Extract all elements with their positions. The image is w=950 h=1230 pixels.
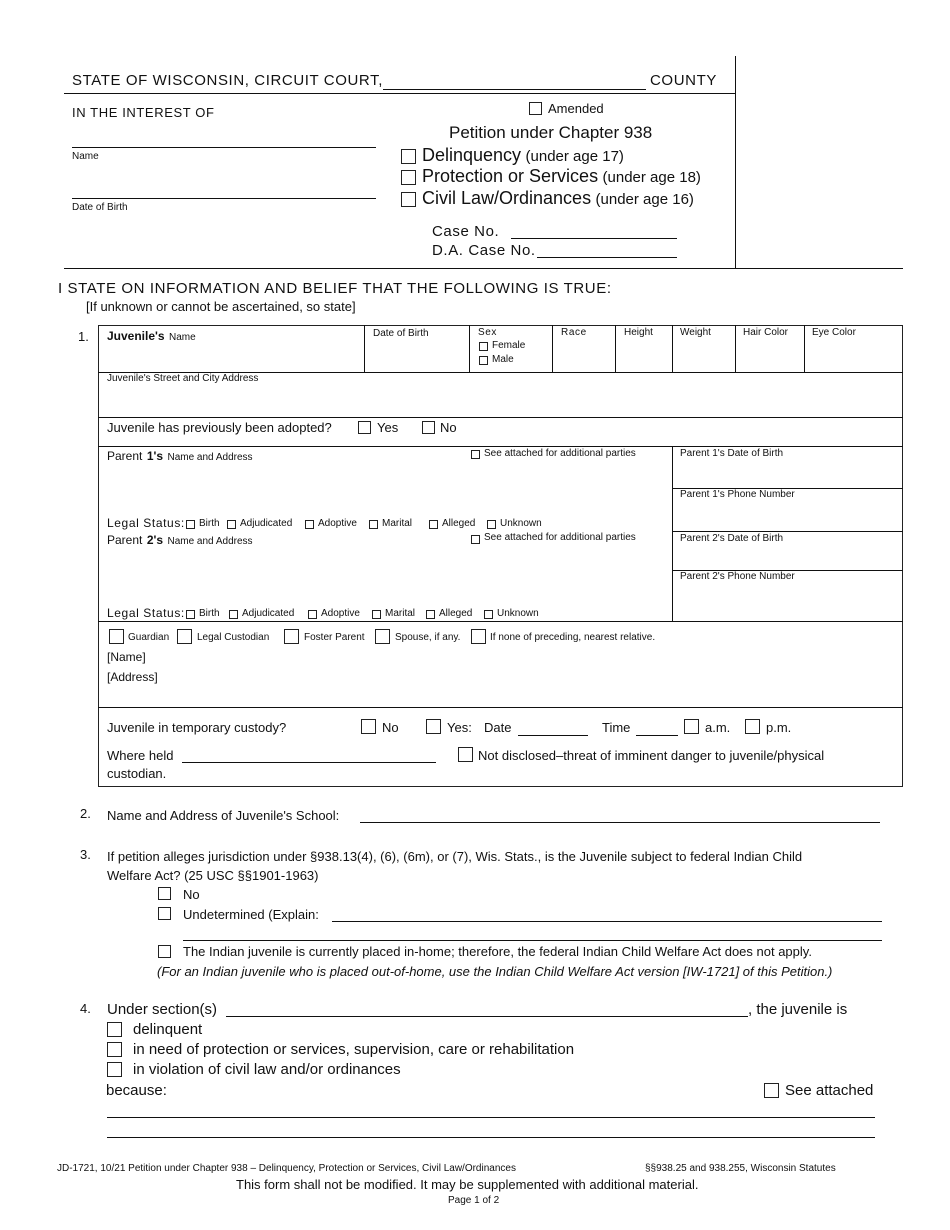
form-id: JD-1721, 10/21 Petition under Chapter 938 – Delinquency, Protection or Services, Civil Law/Ordinances (57, 1163, 516, 1174)
custody-yes-label: Yes: (447, 720, 472, 735)
where-held-label: Where held (107, 748, 174, 763)
foster-parent-checkbox[interactable] (284, 629, 299, 644)
eye-color-field[interactable]: Eye Color (812, 327, 856, 338)
dob-label: Date of Birth (72, 202, 128, 213)
icwa-undetermined-label: Undetermined (Explain: (183, 907, 319, 922)
case-no-input[interactable] (511, 238, 677, 239)
pm-label: p.m. (766, 720, 792, 735)
parent2-status-marital-checkbox[interactable] (372, 610, 381, 619)
parent2-status-unknown-checkbox[interactable] (484, 610, 493, 619)
parent2-status-birth-checkbox[interactable] (186, 610, 195, 619)
juvenile-name-input[interactable] (72, 147, 376, 148)
guardian-checkbox[interactable] (109, 629, 124, 644)
header-divider-vertical (735, 56, 736, 269)
adopted-no-label: No (440, 420, 457, 435)
section-1-number: 1. (78, 329, 89, 344)
status-label: Marital (385, 608, 416, 619)
civil-violation-label: in violation of civil law and/or ordinances (133, 1061, 401, 1078)
pm-checkbox[interactable] (745, 719, 760, 734)
row-divider (98, 621, 903, 622)
icwa-undetermined-checkbox[interactable] (158, 907, 171, 920)
adopted-yes-label: Yes (377, 420, 399, 435)
cell-divider (672, 325, 673, 372)
da-case-no-label: D.A. Case No. (432, 242, 536, 259)
county-input[interactable] (383, 89, 646, 90)
icwa-explain-input-2[interactable] (183, 940, 882, 941)
cell-divider (615, 325, 616, 372)
parent2-see-attached-checkbox[interactable] (471, 535, 480, 544)
custody-date-input[interactable] (518, 735, 588, 736)
protection-checkbox[interactable] (401, 170, 416, 185)
parent1-status-marital-checkbox[interactable] (369, 520, 378, 529)
protection-option: Protection or Services (under age 18) (422, 166, 701, 186)
parent2-name-address-field[interactable]: Parent 2's Name and Address (107, 533, 253, 547)
under-sections-label: Under section(s) (107, 1001, 218, 1018)
race-field[interactable]: Race (561, 327, 587, 338)
cell-divider (552, 325, 553, 372)
not-disclosed-checkbox[interactable] (458, 747, 473, 762)
civil-law-checkbox[interactable] (401, 192, 416, 207)
adopted-question: Juvenile has previously been adopted? (107, 420, 332, 435)
guardian-name-field[interactable]: [Name] (107, 650, 146, 664)
legal-custodian-checkbox[interactable] (177, 629, 192, 644)
civil-violation-checkbox[interactable] (107, 1062, 122, 1077)
see-attached-label: See attached (785, 1082, 874, 1099)
am-label: a.m. (705, 720, 731, 735)
statement-subheading: [If unknown or cannot be ascertained, so state] (86, 299, 356, 314)
icwa-question-line2: Welfare Act? (25 USC §§1901-1963) (107, 868, 319, 883)
protection-services-checkbox[interactable] (107, 1042, 122, 1057)
parent1-status-alleged-checkbox[interactable] (429, 520, 438, 529)
adopted-yes-checkbox[interactable] (358, 421, 371, 434)
parent1-dob-field[interactable]: Parent 1's Date of Birth (680, 448, 784, 459)
status-label: Alleged (442, 518, 476, 529)
cell-divider (735, 325, 736, 372)
juvenile-is-label: , the juvenile is (748, 1001, 848, 1018)
case-no-label: Case No. (432, 223, 500, 240)
where-held-input[interactable] (182, 762, 436, 763)
header-divider (64, 93, 735, 94)
custody-no-checkbox[interactable] (361, 719, 376, 734)
status-label: Unknown (497, 608, 539, 619)
page-number: Page 1 of 2 (448, 1195, 500, 1206)
custody-no-label: No (382, 720, 399, 735)
status-label: Birth (199, 518, 220, 529)
icwa-no-checkbox[interactable] (158, 887, 171, 900)
section-3-number: 3. (80, 847, 91, 862)
parent2-legal-status-label: Legal Status: (107, 606, 185, 620)
status-label: Birth (199, 608, 220, 619)
status-label: Adoptive (321, 608, 360, 619)
spouse-label: Spouse, if any. (395, 632, 461, 643)
sex-male-label: Male (492, 354, 514, 365)
spouse-checkbox[interactable] (375, 629, 390, 644)
parent2-phone-field[interactable]: Parent 2's Phone Number (680, 571, 795, 582)
juvenile-dob-input[interactable] (72, 198, 376, 199)
icwa-question-line1: If petition alleges jurisdiction under §938.13(4), (6), (6m), or (7), Wis. Stats., is the Juvenile subject to federal Indian Child (107, 849, 803, 864)
status-label: Alleged (439, 608, 473, 619)
nearest-relative-label: If none of preceding, nearest relative. (490, 632, 656, 643)
status-label: Adjudicated (240, 518, 293, 529)
icwa-note: (For an Indian juvenile who is placed out-of-home, use the Indian Child Welfare Act version [IW-1721] of this Petition.) (157, 964, 833, 979)
delinquency-option: Delinquency (under age 17) (422, 145, 624, 165)
parent2-status-alleged-checkbox[interactable] (426, 610, 435, 619)
parent1-status-adoptive-checkbox[interactable] (305, 520, 314, 529)
custody-time-label: Time (602, 720, 631, 735)
parent1-status-adjudicated-checkbox[interactable] (227, 520, 236, 529)
cell-divider (364, 325, 365, 372)
delinquent-checkbox[interactable] (107, 1022, 122, 1037)
sex-female-label: Female (492, 340, 526, 351)
school-label: Name and Address of Juvenile's School: (107, 808, 340, 823)
in-the-interest-label: IN THE INTEREST OF (72, 105, 215, 120)
da-case-no-input[interactable] (537, 257, 677, 258)
icwa-no-label: No (183, 887, 200, 902)
cell-divider (804, 325, 805, 372)
amended-label: Amended (548, 101, 604, 116)
delinquent-label: delinquent (133, 1021, 203, 1038)
statement-heading: I STATE ON INFORMATION AND BELIEF THAT THE FOLLOWING IS TRUE: (58, 280, 612, 297)
guardian-label: Guardian (128, 632, 170, 643)
custody-time-input[interactable] (636, 735, 678, 736)
status-label: Adjudicated (242, 608, 295, 619)
custody-date-label: Date (484, 720, 512, 735)
custody-question: Juvenile in temporary custody? (107, 720, 287, 735)
because-input-line2[interactable] (107, 1137, 875, 1138)
row-divider (98, 417, 903, 418)
cell-divider (469, 325, 470, 372)
guardian-address-field[interactable]: [Address] (107, 670, 158, 684)
parent1-name-address-field[interactable]: Parent 1's Name and Address (107, 449, 253, 463)
icwa-inhome-checkbox[interactable] (158, 945, 171, 958)
juvenile-address-field[interactable]: Juvenile's Street and City Address (107, 373, 259, 384)
juvenile-name-field[interactable]: Juvenile's Name (107, 329, 196, 343)
custodian-label: custodian. (107, 766, 167, 781)
status-label: Unknown (500, 518, 542, 529)
petition-title: Petition under Chapter 938 (449, 123, 653, 142)
status-label: Marital (382, 518, 413, 529)
school-input[interactable] (360, 822, 880, 823)
nearest-relative-checkbox[interactable] (471, 629, 486, 644)
parent2-status-adoptive-checkbox[interactable] (308, 610, 317, 619)
name-label: Name (72, 151, 99, 162)
height-field[interactable]: Height (624, 327, 653, 338)
see-attached-checkbox[interactable] (764, 1083, 779, 1098)
sections-input[interactable] (226, 1016, 748, 1017)
section-4-number: 4. (80, 1001, 91, 1016)
header-bottom-rule (64, 268, 903, 269)
court-label: STATE OF WISCONSIN, CIRCUIT COURT, (72, 72, 383, 89)
civil-law-option: Civil Law/Ordinances (under age 16) (422, 188, 694, 208)
row-divider (672, 531, 903, 532)
parent1-see-attached-checkbox[interactable] (471, 450, 480, 459)
sex-female-checkbox[interactable] (479, 342, 488, 351)
status-label: Adoptive (318, 518, 357, 529)
adopted-no-checkbox[interactable] (422, 421, 435, 434)
because-input-line1[interactable] (107, 1117, 875, 1118)
delinquency-checkbox[interactable] (401, 149, 416, 164)
hair-color-field[interactable]: Hair Color (743, 327, 789, 338)
legal-custodian-label: Legal Custodian (197, 632, 270, 643)
parent1-status-unknown-checkbox[interactable] (487, 520, 496, 529)
am-checkbox[interactable] (684, 719, 699, 734)
modification-notice: This form shall not be modified. It may be supplemented with additional material. (236, 1177, 699, 1192)
parent2-see-attached-label: See attached for additional parties (484, 532, 636, 543)
section-2-number: 2. (80, 806, 91, 821)
row-divider (98, 707, 903, 708)
icwa-explain-input[interactable] (332, 921, 882, 922)
sex-male-checkbox[interactable] (479, 356, 488, 365)
custody-yes-checkbox[interactable] (426, 719, 441, 734)
foster-parent-label: Foster Parent (304, 632, 365, 643)
county-label: COUNTY (650, 72, 717, 89)
cell-divider (672, 446, 673, 621)
parent1-status-birth-checkbox[interactable] (186, 520, 195, 529)
protection-services-label: in need of protection or services, supervision, care or rehabilitation (133, 1041, 575, 1058)
statutes: §§938.25 and 938.255, Wisconsin Statutes (645, 1163, 836, 1174)
sex-label: Sex (478, 327, 498, 338)
amended-checkbox[interactable] (529, 102, 542, 115)
parent2-status-adjudicated-checkbox[interactable] (229, 610, 238, 619)
because-label: because: (106, 1082, 167, 1099)
juvenile-info-table (98, 325, 903, 787)
icwa-inhome-label: The Indian juvenile is currently placed in-home; therefore, the federal Indian Child Welfare Act does not apply. (183, 944, 812, 959)
parent1-legal-status-label: Legal Status: (107, 516, 185, 530)
parent1-phone-field[interactable]: Parent 1's Phone Number (680, 489, 795, 500)
not-disclosed-label: Not disclosed–threat of imminent danger to juvenile/physical (478, 748, 825, 763)
weight-field[interactable]: Weight (680, 327, 711, 338)
juvenile-dob-field[interactable]: Date of Birth (373, 328, 429, 339)
parent2-dob-field[interactable]: Parent 2's Date of Birth (680, 533, 784, 544)
parent1-see-attached-label: See attached for additional parties (484, 448, 636, 459)
